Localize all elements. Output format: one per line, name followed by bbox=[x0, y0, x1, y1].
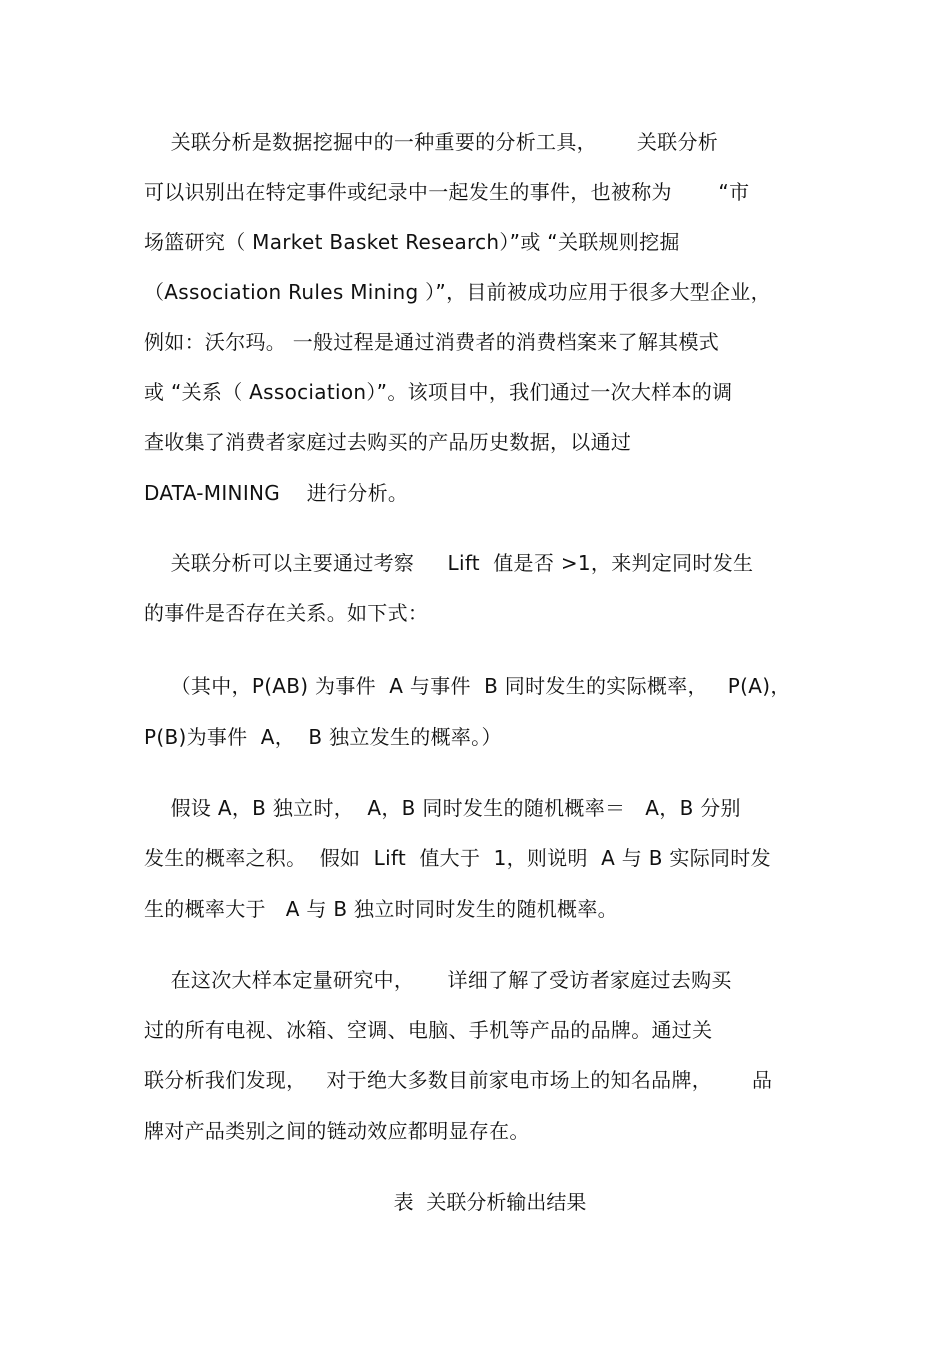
paragraph-2-line-2: 的事件是否存在关系。如下式： bbox=[144, 601, 429, 625]
table-caption: 表 关联分析输出结果 bbox=[393, 1190, 587, 1214]
paragraph-1-line-3: 场篮研究（ Market Basket Research）”或 “关联规则挖掘 bbox=[144, 230, 680, 254]
paragraph-1-line-8: DATA-MINING 进行分析。 bbox=[144, 481, 409, 505]
paragraph-4-line-3: 生的概率大于 A 与 B 独立时同时发生的随机概率。 bbox=[144, 897, 618, 921]
paragraph-1-line-6: 或 “关系（ Association）”。该项目中，我们通过一次大样本的调 bbox=[144, 380, 733, 404]
paragraph-5-line-4: 牌对产品类别之间的链动效应都明显存在。 bbox=[144, 1119, 530, 1143]
paragraph-1-line-5: 例如：沃尔玛。 一般过程是通过消费者的消费档案来了解其模式 bbox=[144, 330, 720, 354]
paragraph-1-line-4: （Association Rules Mining ）”，目前被成功应用于很多大型企业， bbox=[144, 280, 771, 304]
paragraph-4-line-2: 发生的概率之积。 假如 Lift 值大于 1，则说明 A 与 B 实际同时发 bbox=[144, 846, 771, 870]
paragraph-2-line-1: 关联分析可以主要通过考察 Lift 值是否 >1，来判定同时发生 bbox=[144, 551, 754, 575]
paragraph-5-line-1: 在这次大样本定量研究中， 详细了解了受访者家庭过去购买 bbox=[144, 968, 732, 992]
paragraph-3-line-2: P(B)为事件 A， B 独立发生的概率。） bbox=[144, 725, 502, 749]
paragraph-1-line-1: 关联分析是数据挖掘中的一种重要的分析工具， 关联分析 bbox=[144, 130, 719, 154]
paragraph-5-line-3: 联分析我们发现， 对于绝大多数目前家电市场上的知名品牌， 品 bbox=[144, 1068, 773, 1092]
paragraph-5-line-2: 过的所有电视、冰箱、空调、电脑、手机等产品的品牌。通过关 bbox=[144, 1018, 713, 1042]
paragraph-4-line-1: 假设 A，B 独立时， A，B 同时发生的随机概率＝ A，B 分别 bbox=[144, 796, 741, 820]
paragraph-3-line-1: （其中，P(AB) 为事件 A 与事件 B 同时发生的实际概率， P(A)， bbox=[144, 674, 791, 698]
paragraph-1-line-2: 可以识别出在特定事件或纪录中一起发生的事件，也被称为 “市 bbox=[144, 180, 750, 204]
paragraph-1-line-7: 查收集了消费者家庭过去购买的产品历史数据，以通过 bbox=[144, 430, 632, 454]
